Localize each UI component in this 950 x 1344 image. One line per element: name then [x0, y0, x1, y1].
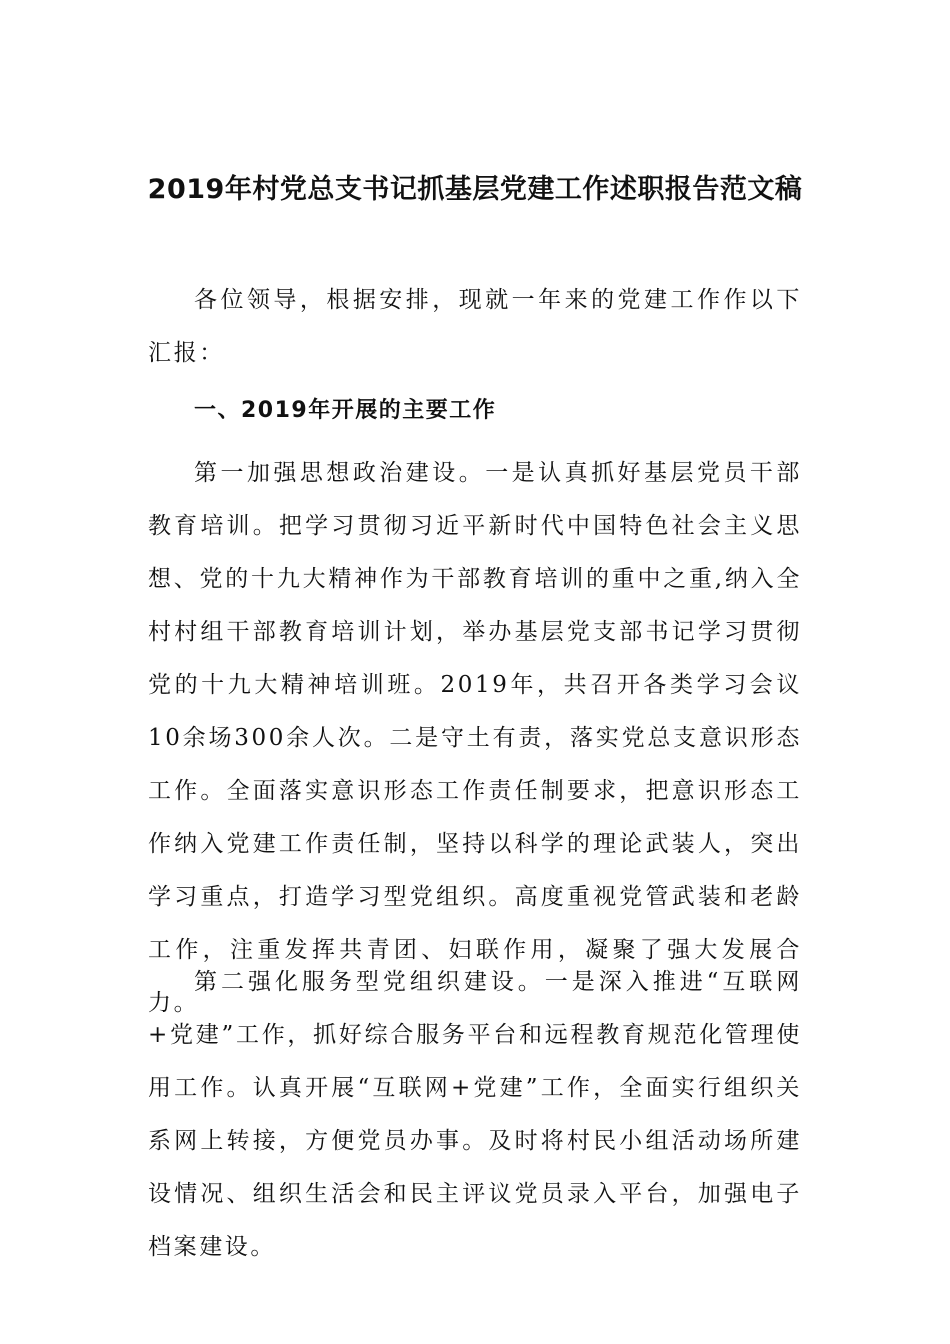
- document-title: 2019年村党总支书记抓基层党建工作述职报告范文稿: [147, 174, 803, 205]
- body-paragraph-2: 第二强化服务型党组织建设。一是深入推进“互联网+党建”工作，抓好综合服务平台和远程教育规范化管理使用工作。认真开展“互联网+党建”工作，全面实行组织关系网上转接，方便党员办事。及时将村民小组活动场所建设情况、组织生活会和民主评议党员录入平台，加强电子档案建设。: [148, 969, 802, 1260]
- section-heading: 一、2019年开展的主要工作: [194, 398, 497, 423]
- intro-paragraph: 各位领导，根据安排，现就一年来的党建工作作以下汇报：: [148, 287, 802, 366]
- body-paragraph-1: 第一加强思想政治建设。一是认真抓好基层党员干部教育培训。把学习贯彻习近平新时代中国特色社会主义思想、党的十九大精神作为干部教育培训的重中之重,纳入全村村组干部教育培训计划，举办基层党支部书记学习贯彻党的十九大精神培训班。2019年，共召开各类学习会议10余场300余人次。二是守土有责，落实党总支意识形态工作。全面落实意识形态工作责任制要求，把意识形态工作纳入党建工作责任制，坚持以科学的理论武装人，突出学习重点，打造学习型党组织。高度重视党管武装和老龄工作，注重发挥共青团、妇联作用，凝聚了强大发展合力。: [148, 460, 802, 1016]
